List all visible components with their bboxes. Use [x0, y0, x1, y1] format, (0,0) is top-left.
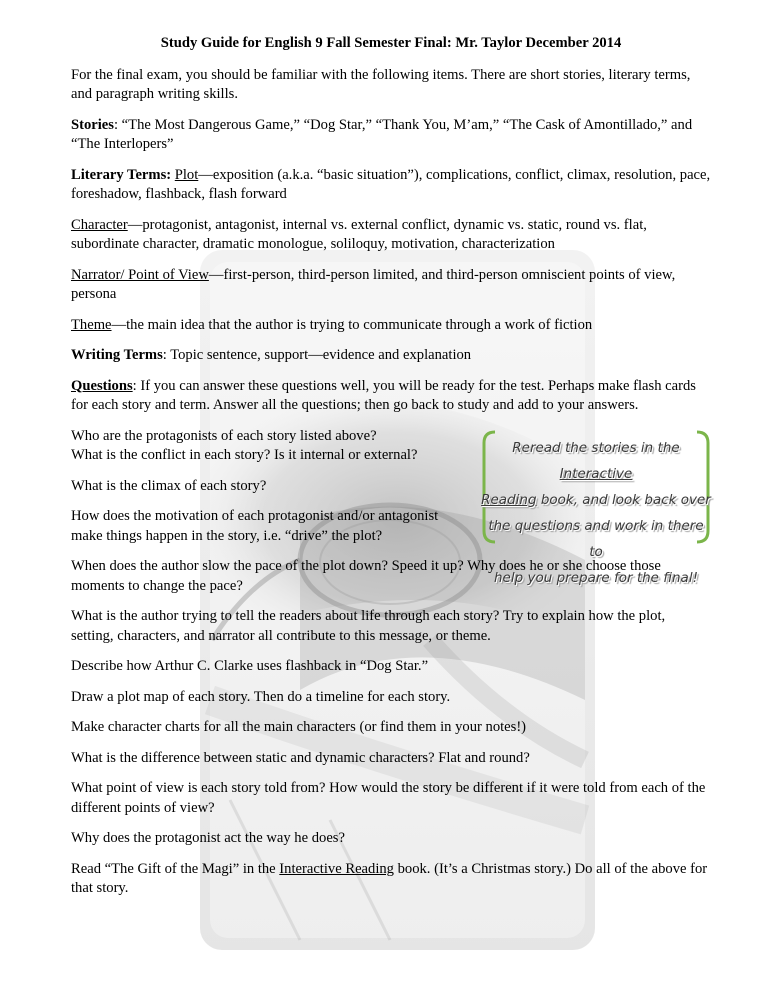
question-theme: What is the author trying to tell the readers about life through each story? Try to explain how the plot, setting, characters, and narrator all contribute to this message, or theme.: [71, 608, 666, 644]
plot-label: Plot: [174, 166, 199, 183]
magi-text-post: book. (It’s a Christmas story.) Do all of the above for that story.: [71, 860, 708, 896]
page-title: Study Guide for English 9 Fall Semester Final: Mr. Taylor December 2014: [160, 35, 622, 51]
intro-paragraph: For the final exam, you should be familiar with the following items. There are short stories, literary terms, and paragraph writing skills.: [71, 66, 691, 102]
callout-line1: Reread the stories in the: [512, 439, 680, 456]
question-point-of-view: What point of view is each story told from? How would the story be different if it were told from each of the different points of view?: [71, 780, 706, 816]
narrator-paragraph: [71, 266, 711, 305]
question-static-dynamic: What is the difference between static and dynamic characters? Flat and round?: [71, 749, 530, 766]
plot-text: —exposition (a.k.a. “basic situation”), complications, conflict, climax, resolution, pace, foreshadow, flashback, flash forward: [71, 166, 711, 202]
question-plot-map: Draw a plot map of each story. Then do a timeline for each story.: [71, 688, 451, 705]
magi-text-pre: Read “The Gift of the Magi” in the: [71, 860, 280, 877]
question-protagonists: Who are the protagonists of each story listed above?: [71, 427, 377, 444]
writing-terms-paragraph: [71, 346, 711, 366]
theme-paragraph: [71, 316, 711, 336]
interactive-reading-link: Interactive Reading: [279, 860, 394, 877]
narrator-text: —first-person, third-person limited, and third-person omniscient points of view, persona: [71, 266, 676, 302]
callout-interactive: Interactive: [559, 465, 633, 482]
theme-label: Theme: [71, 316, 112, 333]
character-paragraph: [71, 216, 711, 255]
callout-line2: book, and look back over: [536, 491, 711, 508]
literary-terms-label: Literary Terms: [71, 166, 167, 183]
question-climax: What is the climax of each story?: [71, 477, 267, 494]
question-pace: When does the author slow the pace of the plot down? Speed it up? Why does he or she choose those moments to change the pace?: [71, 558, 661, 594]
question-character-charts: Make character charts for all the main characters (or find them in your notes!): [71, 719, 527, 735]
question-protagonist-act: Why does the protagonist act the way he does?: [71, 830, 345, 846]
stories-paragraph: [71, 116, 711, 155]
character-text: —protagonist, antagonist, internal vs. external conflict, dynamic vs. static, round vs. flat, subordinate character, dramatic monologue, soliloquy, motivation, characterization: [71, 216, 647, 252]
callout-line3: the questions and work in there to: [488, 517, 704, 560]
question-flashback: Describe how Arthur C. Clarke uses flashback in “Dog Star.”: [71, 658, 429, 674]
document-body: [71, 34, 711, 910]
narrator-label: Narrator/ Point of View: [71, 266, 209, 283]
character-label: Character: [71, 216, 128, 233]
question-conflict: What is the conflict in each story? Is it internal or external?: [71, 447, 418, 463]
question-gift-of-magi: [71, 860, 711, 899]
stories-label: Stories: [71, 116, 114, 133]
writing-terms-label: Writing Terms: [71, 347, 163, 363]
reread-callout: [481, 429, 711, 586]
questions-label: Questions: [71, 377, 133, 394]
question-motivation: How does the motivation of each protagonist and/or antagonist make things happen in the story, i.e. “drive” the plot?: [71, 508, 439, 544]
literary-terms-paragraph: Literary Terms: Plot—exposition (a.k.a. “basic situation”), complications, conflict, climax, resolution, pace, foreshadow, flashback, flash forward: [71, 166, 711, 202]
callout-text: [481, 435, 711, 591]
writing-terms-text: : Topic sentence, support—evidence and explanation: [162, 347, 472, 363]
theme-text: —the main idea that the author is trying to communicate through a work of fiction: [111, 316, 593, 333]
callout-reading: Reading: [481, 491, 537, 508]
questions-intro-text: : If you can answer these questions well, you will be ready for the test. Perhaps make flash cards for each story and term. Answer all the questions; then go back to study and add to your answers.: [71, 377, 696, 413]
callout-line4: help you prepare for the final!: [494, 569, 698, 586]
questions-intro-paragraph: [71, 377, 711, 416]
stories-text: : “The Most Dangerous Game,” “Dog Star,” “Thank You, M’am,” “The Cask of Amontillado,” and “The Interlopers”: [71, 116, 693, 152]
